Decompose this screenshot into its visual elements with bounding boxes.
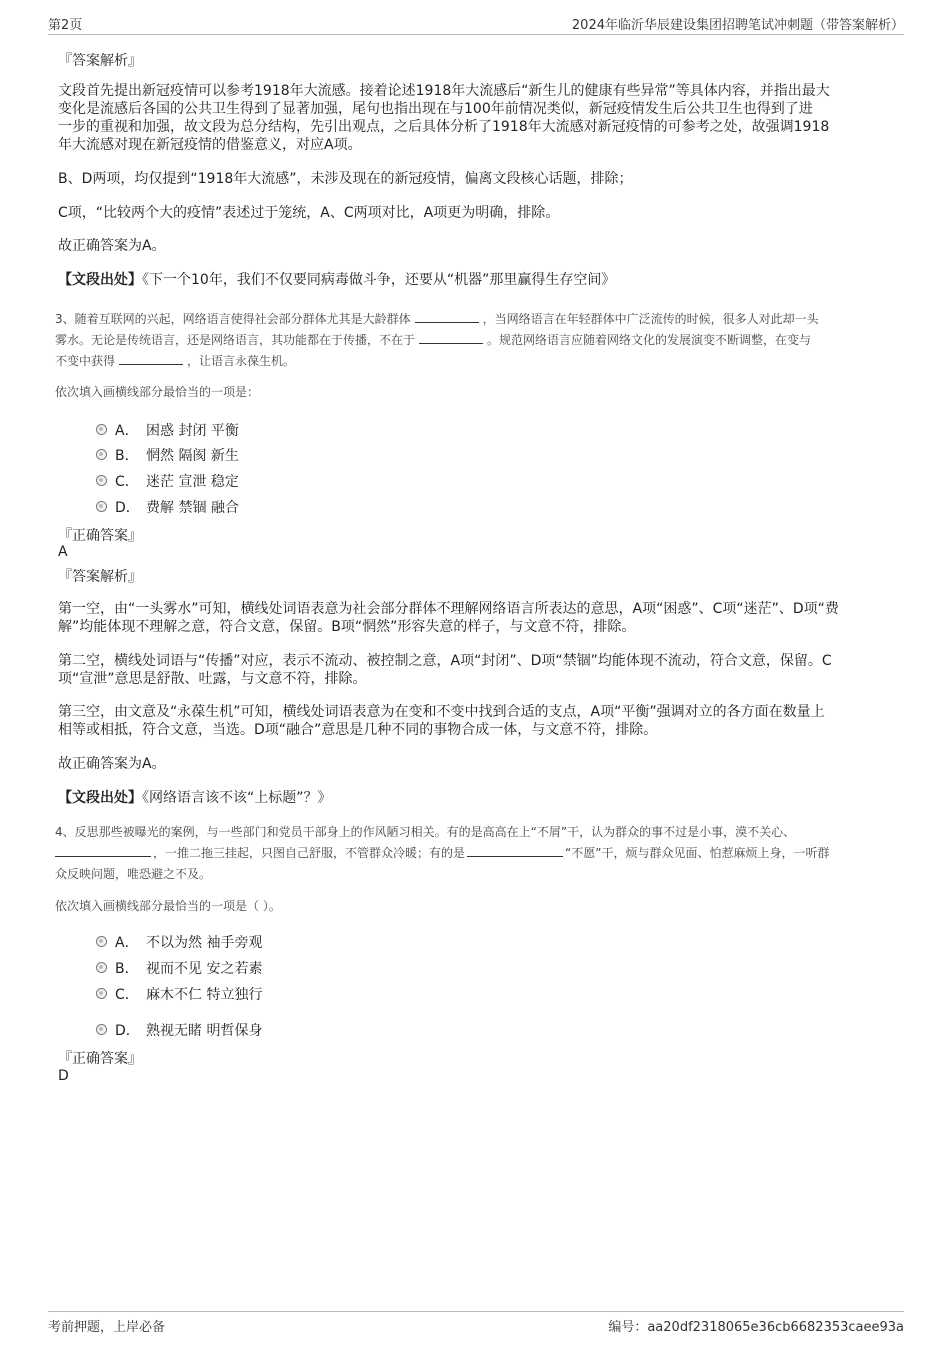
- source-line: [58, 789, 332, 807]
- question-4-prompt: 依次填入画横线部分最恰当的一项是（ ）。: [55, 899, 281, 913]
- radio-button[interactable]: [96, 501, 107, 512]
- page-footer: [48, 1311, 904, 1336]
- correct-answer: A: [58, 544, 68, 560]
- question-3-text: 3、随着互联网的兴起，网络语言使得社会部分群体尤其是大龄群体 ，当网络语言在年轻群体中广泛流传的时候，很多人对此却一头 雾水。无论是传统语言，还是网络语言，其功能都在于传播，不在于 。规范网络语言应随着网络文化的发展演变不断调整，在变与 不变中获得 ，让语言永葆生机。: [55, 309, 905, 372]
- radio-button[interactable]: [96, 475, 107, 486]
- conclusion-text: 故正确答案为A。: [58, 238, 166, 254]
- source-line: [58, 271, 615, 289]
- question-3-prompt: 依次填入画横线部分最恰当的一项是：: [55, 385, 260, 399]
- analysis-line: 文段首先提出新冠疫情可以参考1918年大流感。接着论述1918年大流感后“新生儿的健康有些异常”等具体内容，并指出最大: [58, 83, 830, 99]
- blank-1: [55, 843, 151, 857]
- document-title: 2024年临沂华辰建设集团招聘笔试冲刺题（带答案解析）: [571, 18, 904, 33]
- analysis-paragraph: [58, 82, 903, 154]
- analysis-line: 年大流感对现在新冠疫情的借鉴意义，对应A项。: [58, 137, 362, 153]
- analysis-line: 一步的重视和加强，故文段为总分结构，先引出观点，之后具体分析了1918年大流感对新冠疫情的可参考之处，故强调1918: [58, 119, 830, 135]
- page-header: [48, 12, 904, 35]
- radio-button[interactable]: [96, 1024, 107, 1035]
- analysis-paragraph-3: 第三空，由文意及“永葆生机”可知，横线处词语表意为在变和不变中找到合适的支点，A项“平衡”强调对立的各方面在数量上 相等或相抵，符合文意，当选。D项“融合”意思是几种不同的事物合成一体，与文意不符，排除。: [58, 704, 825, 738]
- radio-button[interactable]: [96, 962, 107, 973]
- footer-slogan: 考前押题，上岸必备: [48, 1320, 166, 1335]
- page-number: 第2页: [48, 18, 83, 33]
- conclusion-text: 故正确答案为A。: [58, 756, 166, 772]
- analysis-paragraph-1: 第一空，由“一头雾水”可知，横线处词语表意为社会部分群体不理解网络语言所表达的意思，A项“困惑”、C项“迷茫”、D项“费 解”均能体现不理解之意，符合文意，保留。B项“惘然”形容失意的样子，与文意不符，排除。: [58, 601, 839, 635]
- analysis-paragraph-bd: B、D两项，均仅提到“1918年大流感”，未涉及现在的新冠疫情，偏离文段核心话题，排除；: [58, 171, 633, 187]
- blank-2: [467, 843, 563, 857]
- radio-button[interactable]: [96, 936, 107, 947]
- source-title: 《网络语言该不该“上标题”？》: [142, 790, 332, 806]
- analysis-paragraph-2: 第二空，横线处词语与“传播”对应，表示不流动、被控制之意，A项“封闭”、D项“禁锢”均能体现不流动，符合文意，保留。C 项“宣泄”意思是舒散、吐露，与文意不符，排除。: [58, 653, 832, 687]
- analysis-line: 变化是流感后各国的公共卫生得到了显著加强，尾句也指出现在与100年前情况类似，新冠疫情发生后公共卫生也得到了进: [58, 101, 813, 117]
- source-title: 《下一个10年，我们不仅要同病毒做斗争，还要从“机器”那里赢得生存空间》: [142, 272, 616, 288]
- blank-2: [419, 330, 483, 344]
- analysis-heading: 『答案解析』: [58, 53, 142, 69]
- radio-button[interactable]: [96, 424, 107, 435]
- blank-3: [119, 351, 183, 365]
- correct-answer-heading: 『正确答案』: [58, 1051, 142, 1067]
- analysis-paragraph-c: C项，“比较两个大的疫情”表述过于笼统，A、C两项对比，A项更为明确，排除。: [58, 205, 560, 221]
- correct-answer: D: [58, 1068, 69, 1084]
- question-4-text: 4、反思那些被曝光的案例，与一些部门和党员干部身上的作风陋习相关。有的是高高在上“不屑”干，认为群众的事不过是小事，漠不关心、 ，一推二拖三挂起，只图自己舒服，不管群众冷暖；有的是 “不愿”干，烦与群众见面、怕惹麻烦上身，一听群 众反映问题，唯恐避之不及。: [55, 825, 830, 881]
- source-label: 【文段出处】: [58, 790, 142, 806]
- source-label: 【文段出处】: [58, 272, 142, 288]
- radio-button[interactable]: [96, 449, 107, 460]
- document-id: 编号：aa20df2318065e36cb6682353caee93a: [608, 1320, 904, 1335]
- analysis-heading: 『答案解析』: [58, 569, 142, 585]
- radio-button[interactable]: [96, 988, 107, 999]
- correct-answer-heading: 『正确答案』: [58, 528, 142, 544]
- blank-1: [415, 309, 479, 323]
